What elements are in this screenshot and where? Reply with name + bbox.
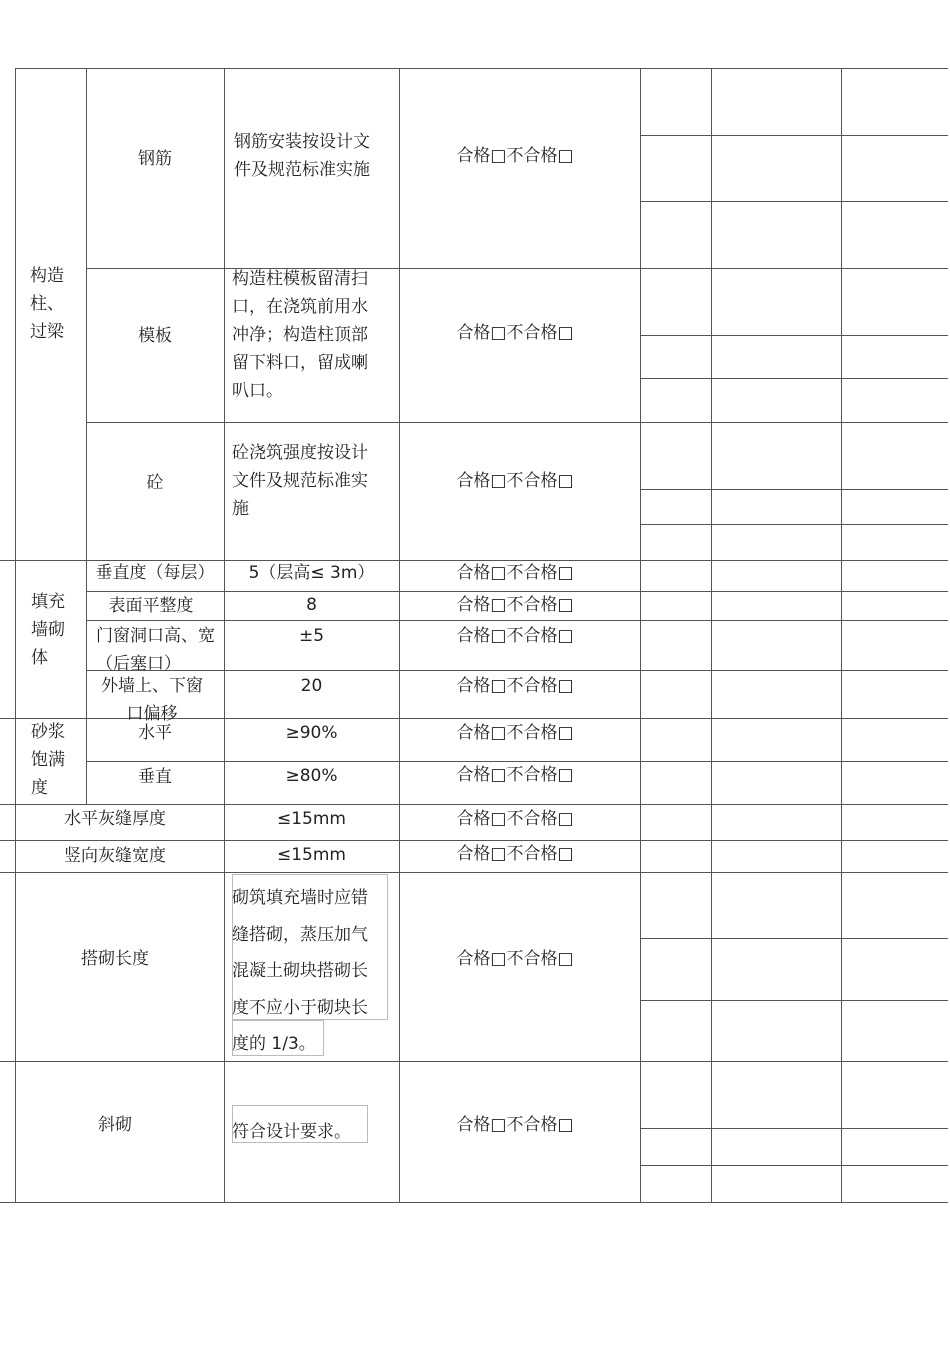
standard-tong: 砼浇筑强度按设计文件及规范标准实施 <box>232 443 368 519</box>
table-border-left <box>15 68 16 1202</box>
group-label-gouzaozhu: 构造柱、过梁 <box>30 266 64 342</box>
column-divider <box>841 68 842 1202</box>
item-muban: 模板 <box>138 326 172 346</box>
standard-chuizhidu: 5（层高≤ 3m） <box>248 563 375 583</box>
column-divider <box>640 68 641 1202</box>
item-waiqiang: 外墙上、下窗口偏移 <box>101 676 203 724</box>
item-chuizhidu: 垂直度（每层） <box>95 563 215 583</box>
standard-gangjin: 钢筋安装按设计文件及规范标准实施 <box>234 132 370 180</box>
item-daqi: 搭砌长度 <box>81 949 149 969</box>
column-divider <box>86 68 87 804</box>
table-border-bottom <box>0 1202 948 1203</box>
item-shuipinghuifeng: 水平灰缝厚度 <box>64 809 166 829</box>
record-divider <box>640 1000 948 1001</box>
result-shuiping: 合格□不合格□ <box>456 723 574 743</box>
item-shuiping: 水平 <box>138 723 172 743</box>
item-chuizhi: 垂直 <box>138 767 172 787</box>
result-shuipinghuifeng: 合格□不合格□ <box>456 809 574 829</box>
result-xieqi: 合格□不合格□ <box>456 1115 574 1135</box>
row-divider <box>86 422 948 423</box>
standard-waiqiang: 20 <box>300 676 323 696</box>
row-divider <box>0 872 948 873</box>
item-shuxianghuifeng: 竖向灰缝宽度 <box>64 846 166 866</box>
result-waiqiang: 合格□不合格□ <box>456 676 574 696</box>
standard-pingzhengdu: 8 <box>306 595 317 615</box>
row-divider <box>86 620 948 621</box>
standard-xieqi: 符合设计要求。 <box>232 1122 351 1142</box>
record-divider <box>640 201 948 202</box>
record-divider <box>640 524 948 525</box>
table-border-top <box>15 68 948 69</box>
standard-shuiping: ≥90% <box>285 723 338 743</box>
result-tong: 合格□不合格□ <box>456 471 574 491</box>
item-gangjin: 钢筋 <box>138 149 172 169</box>
record-divider <box>640 135 948 136</box>
result-muban: 合格□不合格□ <box>456 323 574 343</box>
standard-shuxianghuifeng: ≤15mm <box>277 845 346 865</box>
row-divider <box>86 268 948 269</box>
group-label-shajiang: 砂浆饱满度 <box>31 722 65 798</box>
standard-muban: 构造柱模板留清扫口，在浇筑前用水冲净；构造柱顶部留下料口，留成喇叭口。 <box>232 269 368 401</box>
standard-shuipinghuifeng: ≤15mm <box>277 809 346 829</box>
result-daqi: 合格□不合格□ <box>456 949 574 969</box>
item-tong: 砼 <box>146 473 164 493</box>
standard-daqi: 砌筑填充墙时应错缝搭砌，蒸压加气混凝土砌块搭砌长度不应小于砌块长度的 1/3。 <box>232 888 368 1054</box>
record-divider <box>640 335 948 336</box>
record-divider <box>640 1165 948 1166</box>
column-divider <box>711 68 712 1202</box>
item-menchuang: 门窗洞口高、宽（后塞口） <box>96 626 215 674</box>
result-chuizhi: 合格□不合格□ <box>456 765 574 785</box>
item-xieqi: 斜砌 <box>98 1115 132 1135</box>
item-pingzhengdu: 表面平整度 <box>108 596 194 616</box>
standard-chuizhi: ≥80% <box>285 766 338 786</box>
record-divider <box>640 378 948 379</box>
result-pingzhengdu: 合格□不合格□ <box>456 595 574 615</box>
result-menchuang: 合格□不合格□ <box>456 626 574 646</box>
row-divider <box>0 1061 948 1062</box>
result-shuxianghuifeng: 合格□不合格□ <box>456 844 574 864</box>
record-divider <box>640 1128 948 1129</box>
result-chuizhidu: 合格□不合格□ <box>456 563 574 583</box>
result-gangjin: 合格□不合格□ <box>456 146 574 166</box>
group-label-tianchong: 填充墙砌体 <box>31 592 65 668</box>
record-divider <box>640 938 948 939</box>
record-divider <box>640 489 948 490</box>
standard-menchuang: ±5 <box>298 626 325 646</box>
